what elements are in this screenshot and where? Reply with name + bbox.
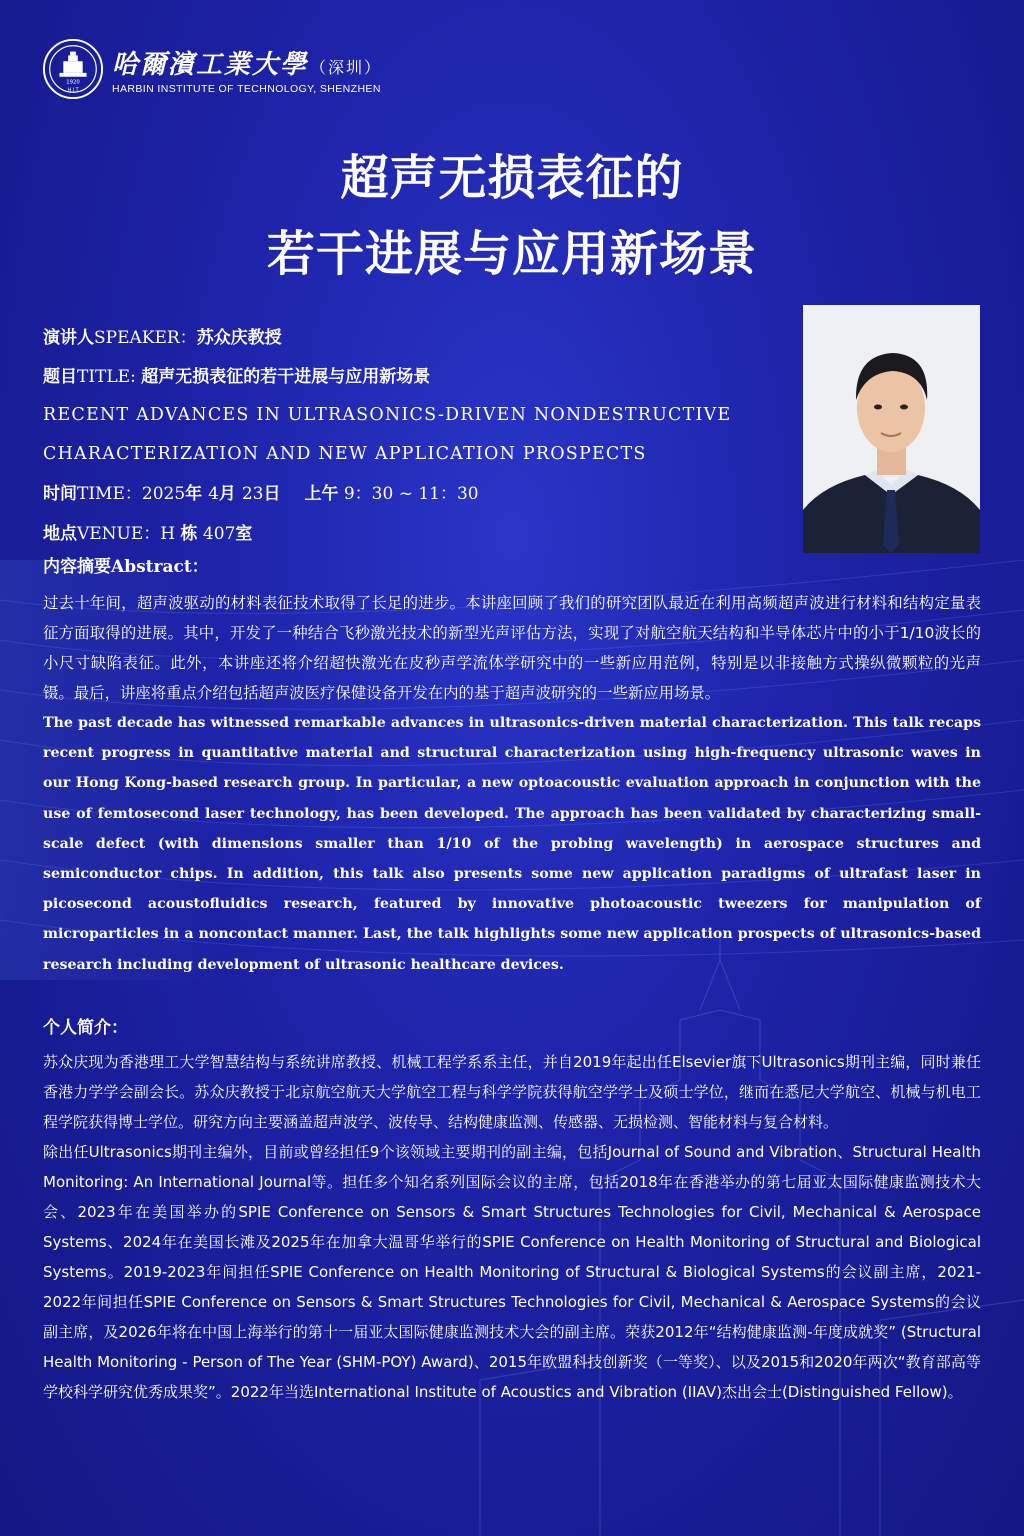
speaker-name: 苏众庆教授: [196, 328, 282, 348]
bio-paragraph-2: 除出任Ultrasonics期刊主编外，目前或曾经担任9个该领域主要期刊的副主编，包括Journal of Sound and Vibration、Structural Health Monitoring: An International Journal等。担任多个知名系列国际会议的主席，包括2018年在香港举办的第七届亚太国际健康监测技术大会、2023年在美国举办的SPIE Conference on Sensors & Smart Structures Technologies for Civil, Mechanical & Aerospace Systems、2024年在美国长滩及2025年在加拿大温哥华举行的SPIE Conference on Health Monitoring of Structural and Biological Systems。2019-2023年间担任SPIE Conference on Health Monitoring of Structural & Biological Systems的会议副主席，2021-2022年间担任SPIE Conference on Sensors & Smart Structures Technologies for Civil, Mechanical & Aerospace Systems的会议副主席，及2026年将在中国上海举行的第十一届亚太国际健康监测技术大会的副主席。荣获2012年“结构健康监测-年度成就奖” (Structural Health Monitoring - Person of The Year (SHM-POY) Award)、2015年欧盟科技创新奖（一等奖）、以及2015和2020年两次“教育部高等学校科学研究优秀成果奖”。2022年当选International Institute of Acoustics and Vibration (IIAV)杰出会士(Distinguished Fellow)。: [43, 1143, 981, 1401]
time-range: 9：30 ~ 11：30: [338, 484, 479, 504]
university-name-en: HARBIN INSTITUTE OF TECHNOLOGY, SHENZHEN: [112, 82, 381, 95]
time-year: 2025: [141, 484, 186, 504]
time-day-unit: 日: [263, 484, 281, 504]
venue-label-cn: 地点: [43, 524, 77, 544]
university-emblem-icon: [42, 38, 104, 100]
time-label-en: TIME：: [77, 484, 142, 504]
speaker-row: [43, 318, 803, 358]
time-row: [43, 474, 803, 514]
abstract-en: The past decade has witnessed remarkable advances in ultrasonics-driven material characterization. This talk recaps recent progress in quantitative material and structural characterization using high-frequency ultrasonic waves in our Hong Kong-based research group. In particular, a new optoacoustic evaluation approach in conjunction with the use of femtosecond laser technology, has been developed. The approach has been validated by characterizing small-scale defect (with dimensions smaller than 1/10 of the probing wavelength) in aerospace structures and semiconductor chips. In addition, this talk also presents some new application paradigms of ultrafast laser in picosecond acoustofluidics research, featured by innovative photoacoustic tweezers for manipulation of microparticles in a noncontact manner. Last, the talk highlights some new application prospects of ultrasonics-based research including development of ultrasonic healthcare devices.: [43, 715, 981, 973]
topic-label-cn: 题目: [43, 367, 77, 387]
venue-room: 407: [197, 524, 236, 544]
time-day: 23: [241, 484, 264, 504]
poster-title-line2: 若干进展与应用新场景: [266, 226, 757, 282]
university-name-cn: 哈爾濱工業大學 （深圳）: [112, 49, 383, 80]
university-logo: [42, 38, 382, 100]
venue-label-en: VENUE：H: [77, 524, 181, 544]
time-month: 4: [208, 484, 219, 504]
topic-value: 超声无损表征的若干进展与应用新场景: [141, 367, 431, 387]
topic-row: [43, 358, 803, 396]
topic-en-line1: RECENT ADVANCES IN ULTRASONICS-DRIVEN NONDESTRUCTIVE: [43, 405, 732, 425]
time-year-unit: 年: [185, 484, 209, 504]
speaker-photo: [803, 305, 980, 553]
emblem-letters: H I T: [67, 88, 79, 94]
venue-building: 栋: [180, 524, 198, 544]
bio-heading: 个人简介：: [43, 1018, 128, 1038]
speaker-portrait-icon: [803, 305, 980, 553]
university-branch: （深圳）: [310, 57, 383, 77]
time-label-cn: 时间: [43, 484, 77, 504]
bio-section: [43, 1013, 981, 1407]
time-period: 上午: [304, 484, 339, 504]
time-month-unit: 月: [218, 484, 242, 504]
bio-paragraph-1: 苏众庆现为香港理工大学智慧结构与系统讲席教授、机械工程学系系主任，并自2019年起出任Elsevier旗下Ultrasonics期刊主编，同时兼任香港力学学会副会长。苏众庆教授于北京航空航天大学航空工程与科学学院获得航空学学士及硕士学位，继而在悉尼大学航空、机械与机电工程学院获得博士学位。研究方向主要涵盖超声波学、波传导、结构健康监测、传感器、无损检测、智能材料与复合材料。: [43, 1053, 981, 1131]
abstract-heading: 内容摘要Abstract：: [43, 557, 209, 577]
topic-en-line2: CHARACTERIZATION AND NEW APPLICATION PROSPECTS: [43, 444, 647, 464]
poster-title: [0, 140, 1024, 292]
speaker-label-cn: 演讲人: [43, 328, 94, 348]
poster-title-line1: 超声无损表征的: [340, 150, 684, 206]
abstract-section: [43, 552, 981, 980]
topic-label-en: TITLE:: [77, 367, 142, 387]
speaker-label-en: SPEAKER：: [94, 328, 197, 348]
abstract-cn: 过去十年间，超声波驱动的材料表征技术取得了长足的进步。本讲座回顾了我们的研究团队最近在利用高频超声波进行材料和结构定量表征方面取得的进展。其中，开发了一种结合飞秒激光技术的新型光声评估方法，实现了对航空航天结构和半导体芯片中的小于1/10波长的小尺寸缺陷表征。此外，本讲座还将介绍超快激光在皮秒声学流体学研究中的一些新应用范例，特别是以非接触方式操纵微颗粒的光声镊。最后，讲座将重点介绍包括超声波医疗保健设备开发在内的基于超声波研究的一些新应用场景。: [43, 594, 981, 702]
venue-row: [43, 514, 803, 554]
emblem-year: 1920: [66, 79, 80, 86]
event-info: [43, 318, 803, 554]
venue-room-unit: 室: [235, 524, 253, 544]
